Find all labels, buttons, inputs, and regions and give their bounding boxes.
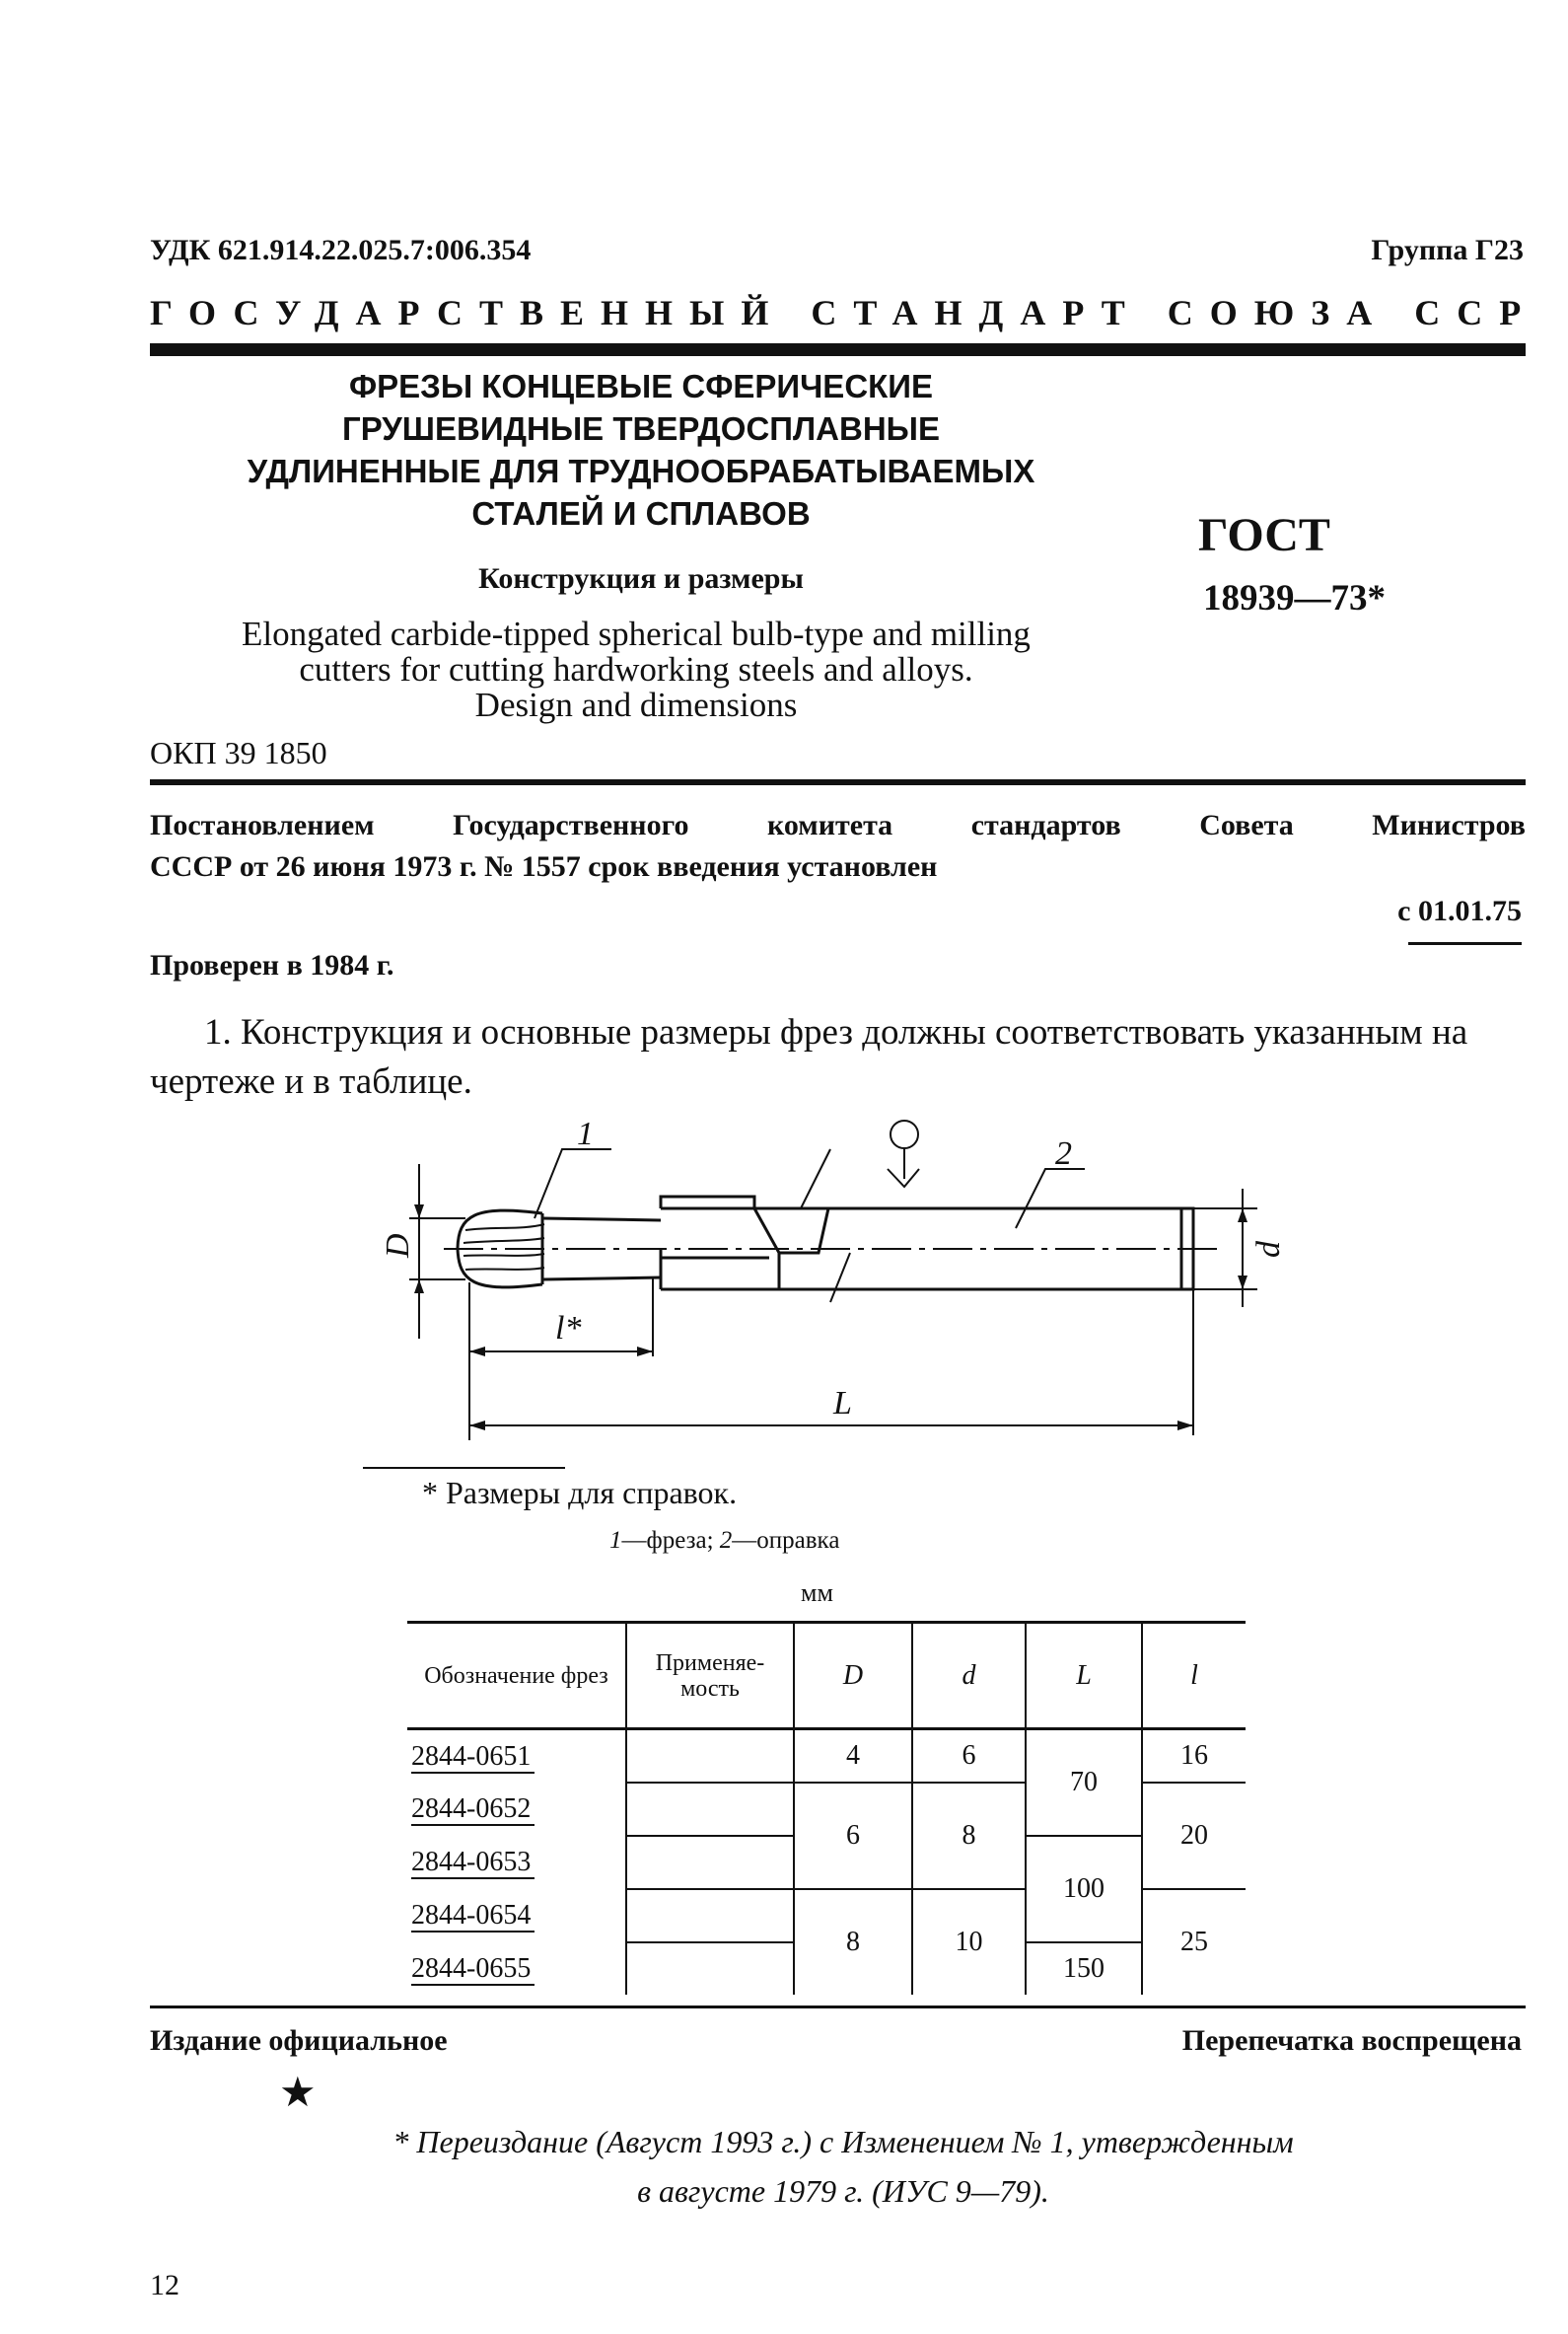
title-line-3: УДЛИНЕННЫЕ ДЛЯ ТРУДНООБРАБАТЫВАЕМЫХ [247,453,1035,489]
d-cell: 6 [912,1729,1026,1784]
dim-D-label: D [380,1233,416,1258]
english-title-line-2: cutters for cutting hardworking steels and alloys. [299,650,973,689]
okp-code: ОКП 39 1850 [150,735,327,770]
legend-2-text: —оправка [732,1527,840,1554]
footnote-rule [363,1467,565,1469]
roughness-circle [891,1121,918,1148]
legend-1-number: 1 [609,1527,622,1554]
shank-flat-top [661,1197,754,1208]
l-cell: 16 [1142,1729,1246,1784]
shank-inner-lines [661,1253,779,1289]
applicability-cell [626,1729,794,1784]
decree-line-2: СССР от 26 июня 1973 г. № 1557 срок введения установлен [150,850,938,883]
header-L: L [1026,1623,1142,1729]
checked-year: Проверен в 1984 г. [150,949,394,982]
drawing-legend [609,1527,839,1555]
applicability-cell [626,1783,794,1836]
title-line-1: ФРЕЗЫ КОНЦЕВЫЕ СФЕРИЧЕСКИЕ [348,368,934,404]
mid-rule [150,779,1526,785]
effective-date: с 01.01.75 [1397,895,1522,927]
D-cell: 8 [794,1889,912,1995]
title-line-2: ГРУШЕВИДНЫЕ ТВЕРДОСПЛАВНЫЕ [342,410,940,447]
title-line-4: СТАЛЕЙ И СПЛАВОВ [471,495,811,532]
section-1-paragraph [150,1008,1526,1107]
section-1-text: 1. Конструкция и основные размеры фрез должны соответствовать указанным на чертеже и в таблице. [150,1012,1468,1102]
document-subtitle: Конструкция и размеры [478,562,804,595]
leader-1 [535,1149,611,1218]
reference-note: * Размеры для справок. [422,1475,738,1510]
part-label-2: 2 [1055,1135,1072,1172]
english-title-line-3: Design and dimensions [474,686,798,724]
gost-number: 18939—73* [1203,578,1386,619]
designation-cell: 2844-0654 [407,1889,626,1942]
d-cell: 8 [912,1783,1026,1889]
star-icon: ★ [279,2071,317,2116]
reissue-note [261,2117,1425,2216]
designation-cell: 2844-0653 [407,1836,626,1889]
dimensions-table [407,1621,1246,1995]
designation-cell: 2844-0651 [407,1729,626,1784]
table-header-row [407,1623,1246,1729]
d-cell: 10 [912,1889,1026,1995]
footer-rule [150,2006,1526,2008]
l-cell: 20 [1142,1783,1246,1889]
header-applicability: Применяе-мость [626,1623,794,1729]
english-title-line-1: Elongated carbide-tipped spherical bulb-type and milling [242,615,1031,653]
english-title [138,617,1134,723]
leader-arbor [1016,1169,1085,1228]
decree-line-1: Постановлением Государственного комитета стандартов Совета Министров [150,809,1526,841]
leader-2 [801,1149,830,1208]
cutter-flutes [463,1224,544,1270]
header-D: D [794,1623,912,1729]
group-code: Группа Г23 [1371,234,1524,266]
document-title [148,365,1134,535]
designation-cell: 2844-0655 [407,1942,626,1995]
page-number: 12 [150,2269,179,2301]
header-d: d [912,1623,1026,1729]
L-cell: 70 [1026,1729,1142,1837]
L-cell: 150 [1026,1942,1142,1995]
roughness-symbol [888,1148,919,1187]
dim-L-label: L [833,1385,852,1422]
D-cell: 6 [794,1783,912,1889]
dim-l-label: l* [555,1310,582,1347]
header-l: l [1142,1623,1246,1729]
legend-1-text: —фреза; [621,1527,720,1554]
udk-code: УДК 621.914.22.025.7:006.354 [150,234,532,266]
L-cell: 100 [1026,1836,1142,1942]
l-cell: 25 [1142,1889,1246,1995]
official-edition: Издание официальное [150,2024,448,2057]
header-designation: Обозначение фрез [407,1623,626,1729]
top-thick-rule [150,343,1526,356]
applicability-cell [626,1836,794,1889]
date-underline [1408,942,1522,945]
reissue-line-1: * Переиздание (Август 1993 г.) с Изменением № 1, утвержденным [392,2124,1294,2159]
applicability-cell [626,1889,794,1942]
designation-cell: 2844-0652 [407,1783,626,1836]
table-row [407,1729,1246,1784]
reprint-prohibited: Перепечатка воспрещена [1181,2024,1522,2057]
units-label: мм [801,1578,833,1607]
shank-notch [754,1208,828,1253]
applicability-cell [626,1942,794,1995]
gost-label: ГОСТ [1198,509,1330,561]
D-cell: 4 [794,1729,912,1784]
legend-2-number: 2 [719,1527,733,1554]
cutter-drawing [375,1110,1312,1470]
part-label-1: 1 [577,1116,594,1152]
dim-d-label: d [1250,1241,1287,1258]
state-standard-heading: ГОСУДАРСТВЕННЫЙ СТАНДАРТ СОЮЗА ССР [150,293,1538,332]
reissue-line-2: в августе 1979 г. (ИУС 9—79). [637,2173,1049,2209]
